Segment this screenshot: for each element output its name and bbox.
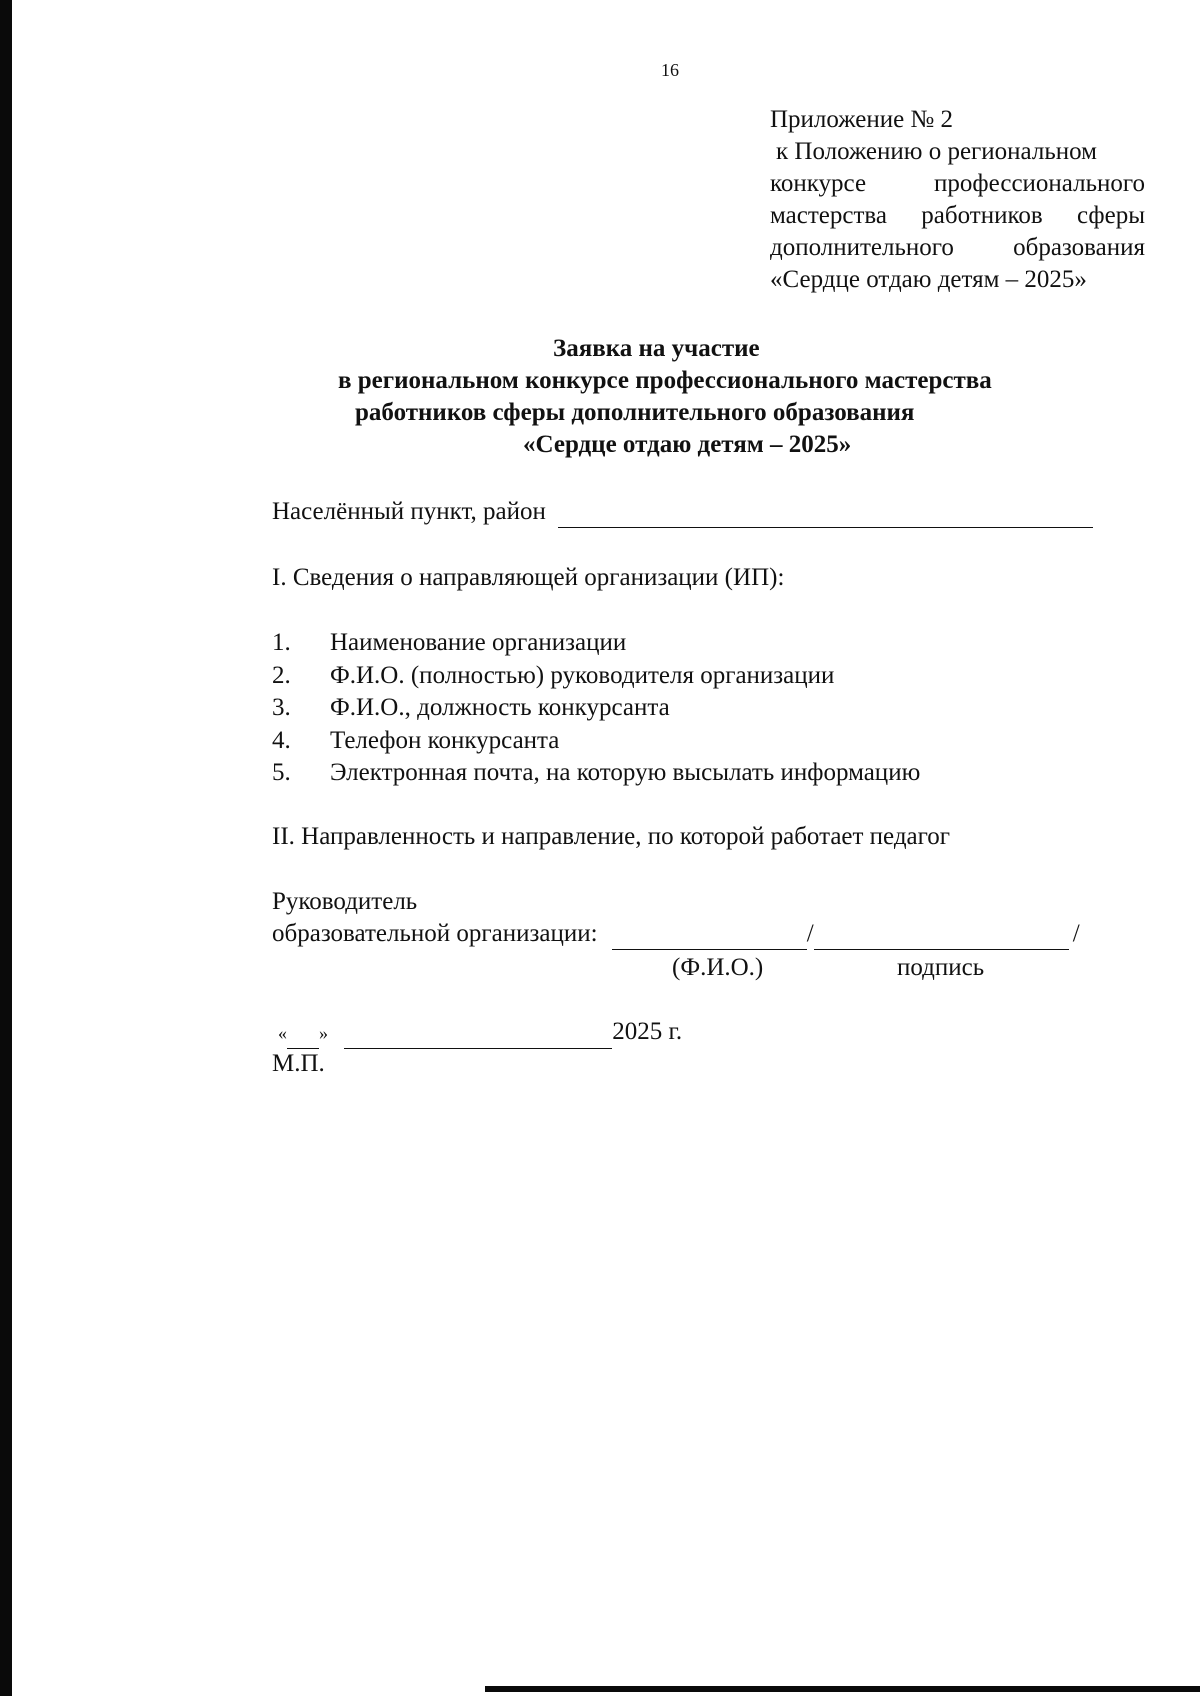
list-item: 5. Электронная почта, на которую высылать информацию	[272, 759, 921, 786]
annex-header	[770, 104, 1145, 296]
section1-title: I. Сведения о направляющей организации (ИП):	[272, 564, 785, 591]
title-line-1: Заявка на участие	[553, 335, 760, 362]
signature-caption: подпись	[897, 954, 985, 981]
close-quote: »	[319, 1023, 328, 1043]
date-row	[272, 1016, 682, 1049]
annex-line-1: Приложение № 2	[770, 106, 954, 133]
list-item: 3. Ф.И.О., должность конкурсанта	[272, 694, 670, 721]
settlement-label: Населённый пункт, район	[272, 498, 546, 525]
slash-separator: /	[1072, 920, 1080, 947]
signature-row	[272, 918, 1080, 950]
page-number: 16	[661, 60, 679, 80]
annex-line-4: мастерства работников сферы	[770, 202, 1145, 229]
signature-field[interactable]	[814, 923, 1069, 950]
organization-info-list	[272, 627, 920, 790]
month-field[interactable]	[344, 1022, 612, 1049]
open-quote: «	[278, 1023, 287, 1043]
section2-title: II. Направленность и направление, по которой работает педагог	[272, 823, 951, 850]
annex-line-6: «Сердце отдаю детям – 2025»	[770, 266, 1087, 293]
settlement-field[interactable]	[558, 501, 1093, 528]
head-label: Руководитель	[272, 888, 418, 915]
scan-left-edge	[0, 0, 12, 1696]
title-line-3: работников сферы дополнительного образования	[355, 399, 915, 426]
list-item: 1. Наименование организации	[272, 629, 627, 656]
annex-line-3: конкурсе профессионального	[770, 170, 1145, 197]
title-line-4: «Сердце отдаю детям – 2025»	[523, 431, 852, 458]
fio-caption: (Ф.И.О.)	[672, 954, 764, 981]
slash-separator: /	[806, 920, 814, 947]
title-line-2: в региональном конкурсе профессионального мастерства	[338, 367, 992, 394]
scan-bottom-edge	[485, 1686, 1200, 1692]
list-item: 4. Телефон конкурсанта	[272, 726, 560, 754]
stamp-label: М.П.	[272, 1050, 325, 1077]
fio-field[interactable]	[612, 923, 807, 950]
day-field[interactable]	[287, 1022, 319, 1049]
settlement-row	[272, 496, 1093, 528]
list-item: 2. Ф.И.О. (полностью) руководителя организации	[272, 661, 835, 689]
annex-line-5: дополнительного образования	[770, 234, 1145, 261]
year-text: 2025 г.	[612, 1018, 683, 1045]
org-label: образовательной организации:	[272, 920, 598, 947]
annex-line-2: к Положению о региональном	[776, 138, 1097, 165]
document-title	[280, 333, 1140, 461]
